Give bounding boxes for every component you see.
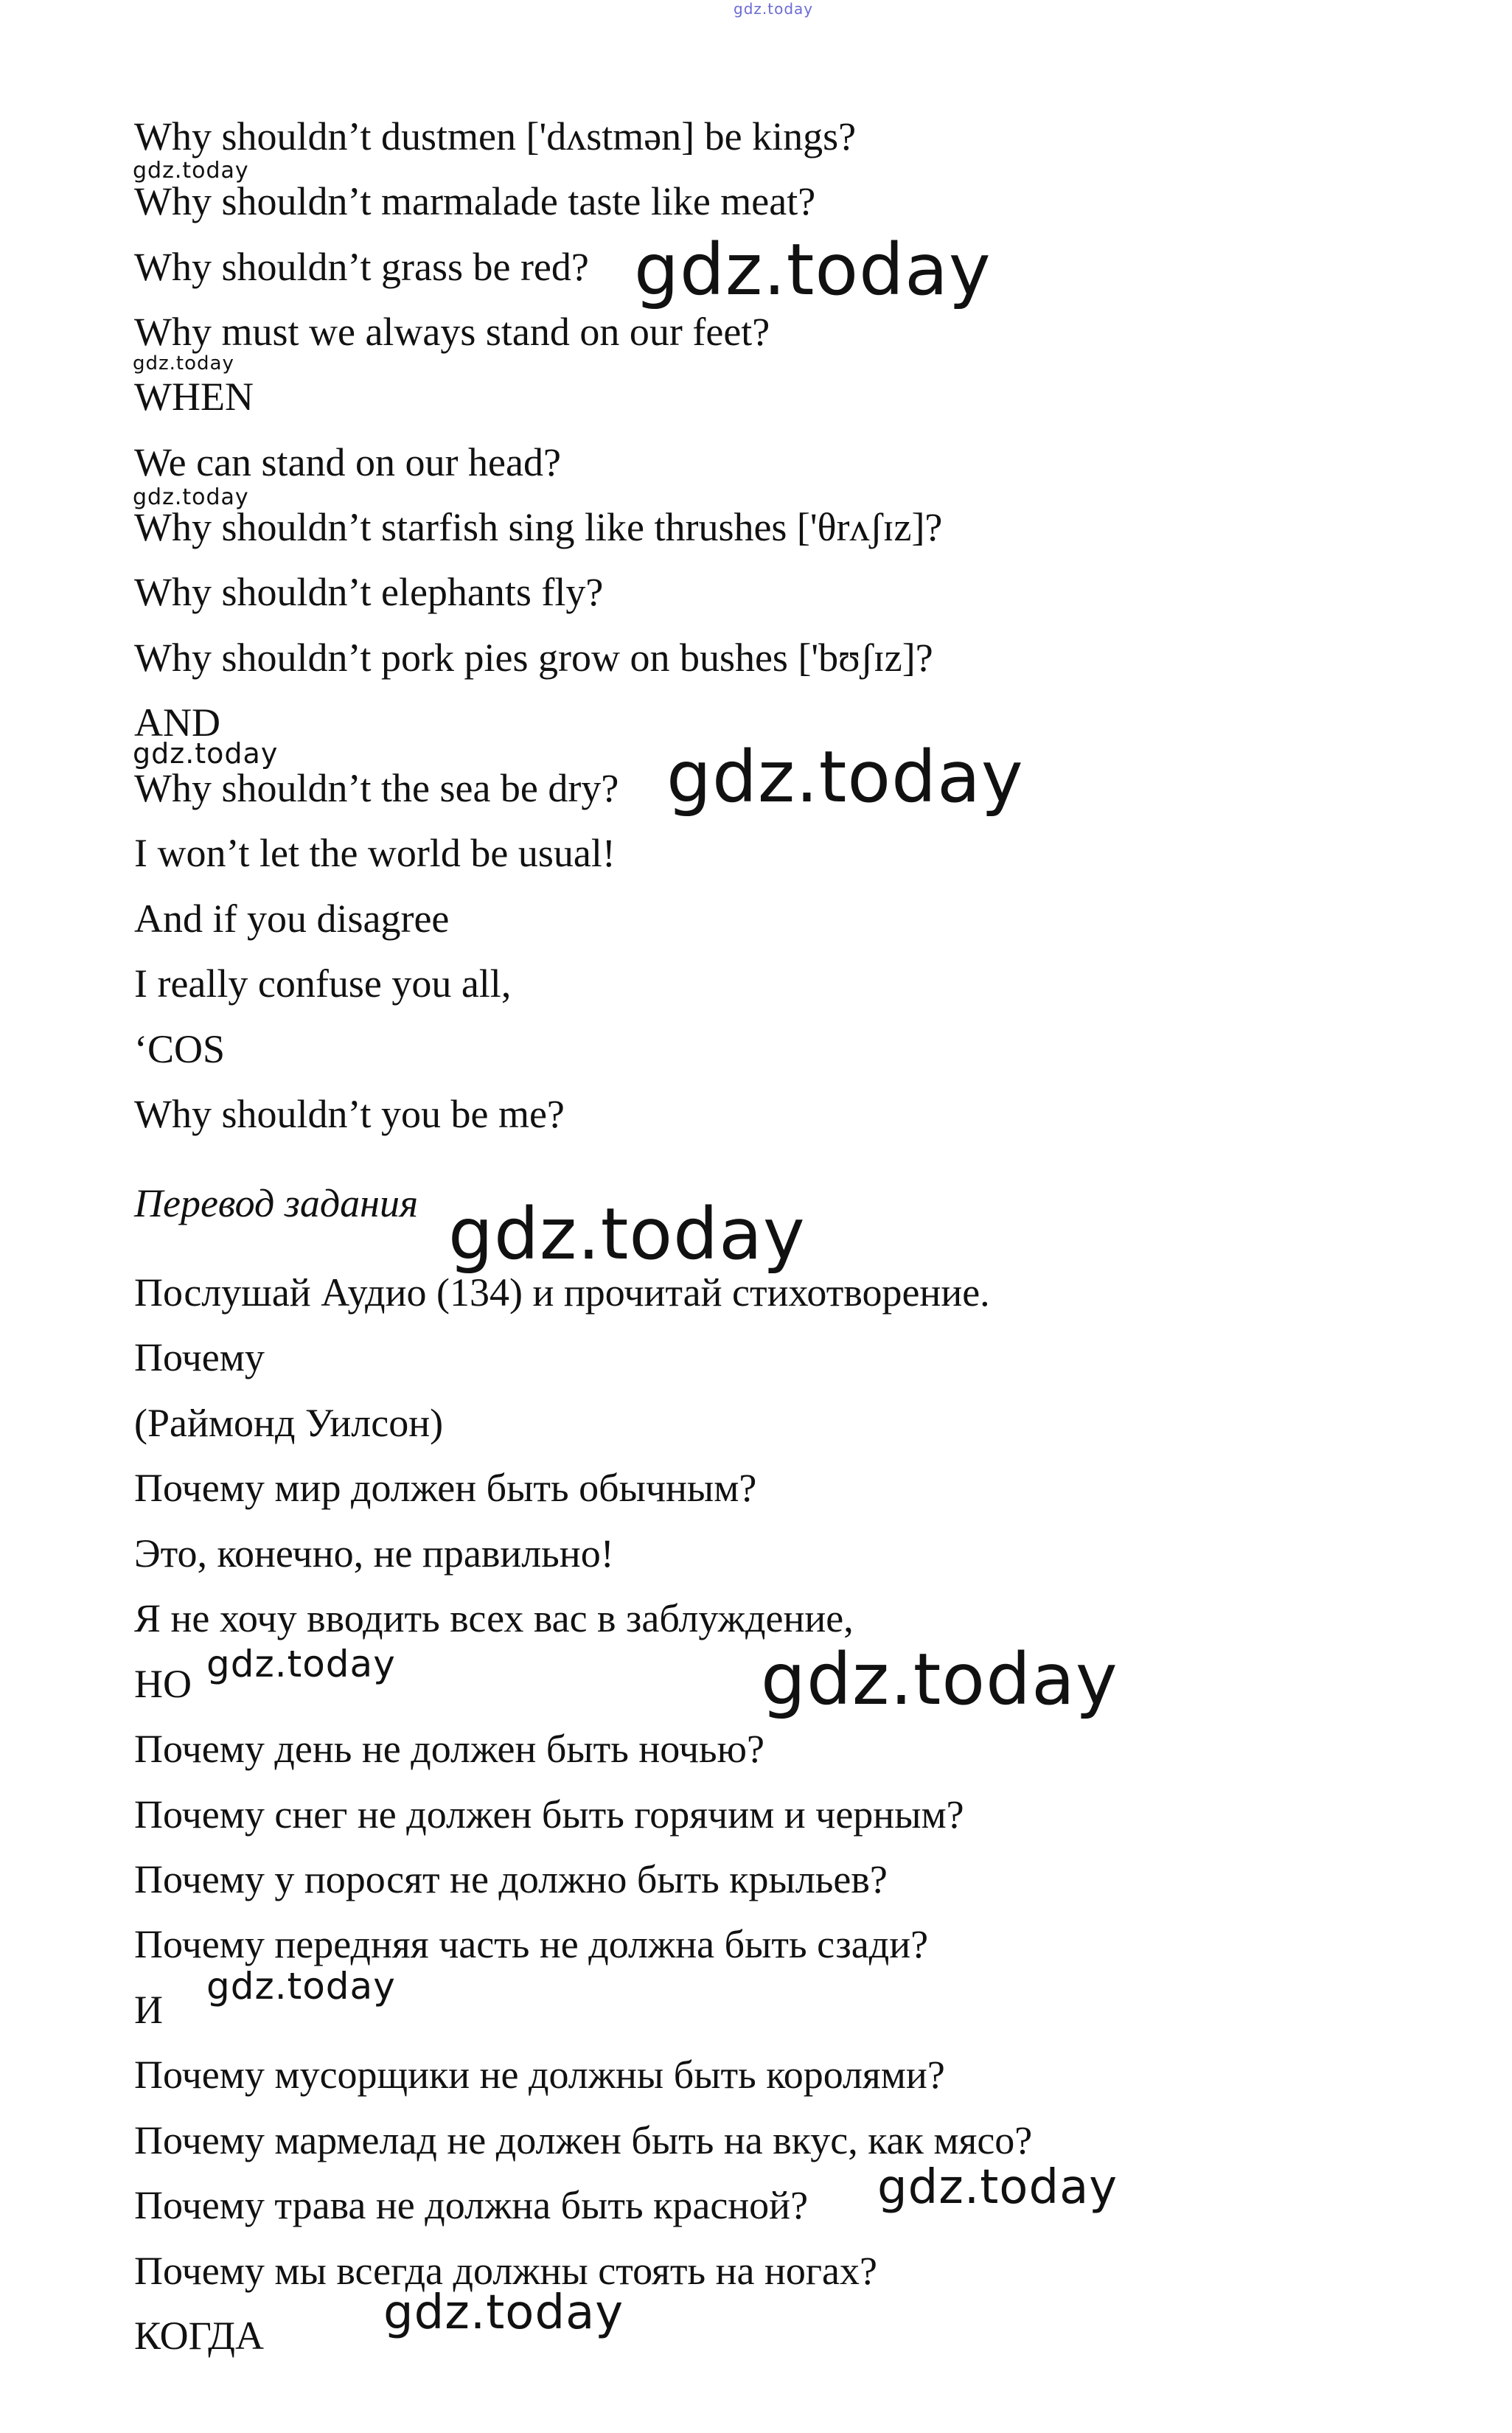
watermark: gdz.today [634,229,992,311]
poem-line: I won’t let the world be usual! [134,831,616,875]
translation-line: Почему мир должен быть обычным? [134,1466,757,1510]
poem-line: Why shouldn’t dustmen ['dʌstmən] be kings? [134,114,857,159]
translation-line: И [134,1988,163,2032]
watermark-top: gdz.today [734,0,814,18]
poem-line: Why shouldn’t pork pies grow on bushes ['bʊʃɪz]? [134,636,933,680]
translation-line: Почему день не должен быть ночью? [134,1727,764,1771]
watermark: gdz.today [666,736,1024,818]
translation-line: Почему снег не должен быть горячим и черным? [134,1792,964,1837]
poem-line: Why shouldn’t elephants fly? [134,570,604,614]
watermark: gdz.today [133,158,249,184]
watermark: gdz.today [206,1965,396,2008]
poem-line: Why shouldn’t you be me? [134,1092,565,1136]
watermark: gdz.today [448,1193,806,1275]
watermark: gdz.today [761,1638,1118,1721]
poem-line: Why shouldn’t grass be red? [134,245,589,289]
watermark: gdz.today [383,2286,624,2340]
watermark: gdz.today [133,484,249,510]
translation-line: Я не хочу вводить всех вас в заблуждение, [134,1596,854,1640]
poem-line: Why shouldn’t the sea be dry? [134,766,619,810]
poem-line: And if you disagree [134,897,450,941]
poem-line: Why shouldn’t marmalade taste like meat? [134,179,816,223]
translation-line: КОГДА [134,2314,264,2358]
poem-line: We can stand on our head? [134,440,561,484]
watermark: gdz.today [877,2160,1118,2215]
poem-line: Why shouldn’t starfish sing like thrushes ['θrʌʃɪz]? [134,505,943,549]
translation-line: НО [134,1662,192,1706]
translation-line: Это, конечно, не правильно! [134,1531,614,1576]
translation-line: Почему мы всегда должны стоять на ногах? [134,2249,877,2293]
poem-line: Why must we always stand on our feet? [134,310,770,354]
translation-line: Почему трава не должна быть красной? [134,2183,809,2227]
translation-heading: Перевод задания [134,1181,419,1225]
translation-line: Почему передняя часть не должна быть сзади? [134,1922,929,1966]
poem-line: ‘COS [134,1027,226,1071]
poem-line: WHEN [134,375,254,419]
translation-line: Почему у поросят не должно быть крыльев? [134,1857,888,1901]
translation-line: (Раймонд Уилсон) [134,1401,444,1445]
translation-line: Почему мусорщики не должны быть королями? [134,2053,945,2097]
poem-line: I really confuse you all, [134,961,512,1006]
poem-line: AND [134,700,220,745]
watermark: gdz.today [133,352,234,375]
watermark: gdz.today [206,1643,396,1685]
translation-line: Почему [134,1335,265,1379]
translation-line: Послушай Аудио (134) и прочитай стихотворение. [134,1270,990,1315]
translation-line: Почему мармелад не должен быть на вкус, как мясо? [134,2118,1033,2162]
watermark: gdz.today [133,737,279,770]
